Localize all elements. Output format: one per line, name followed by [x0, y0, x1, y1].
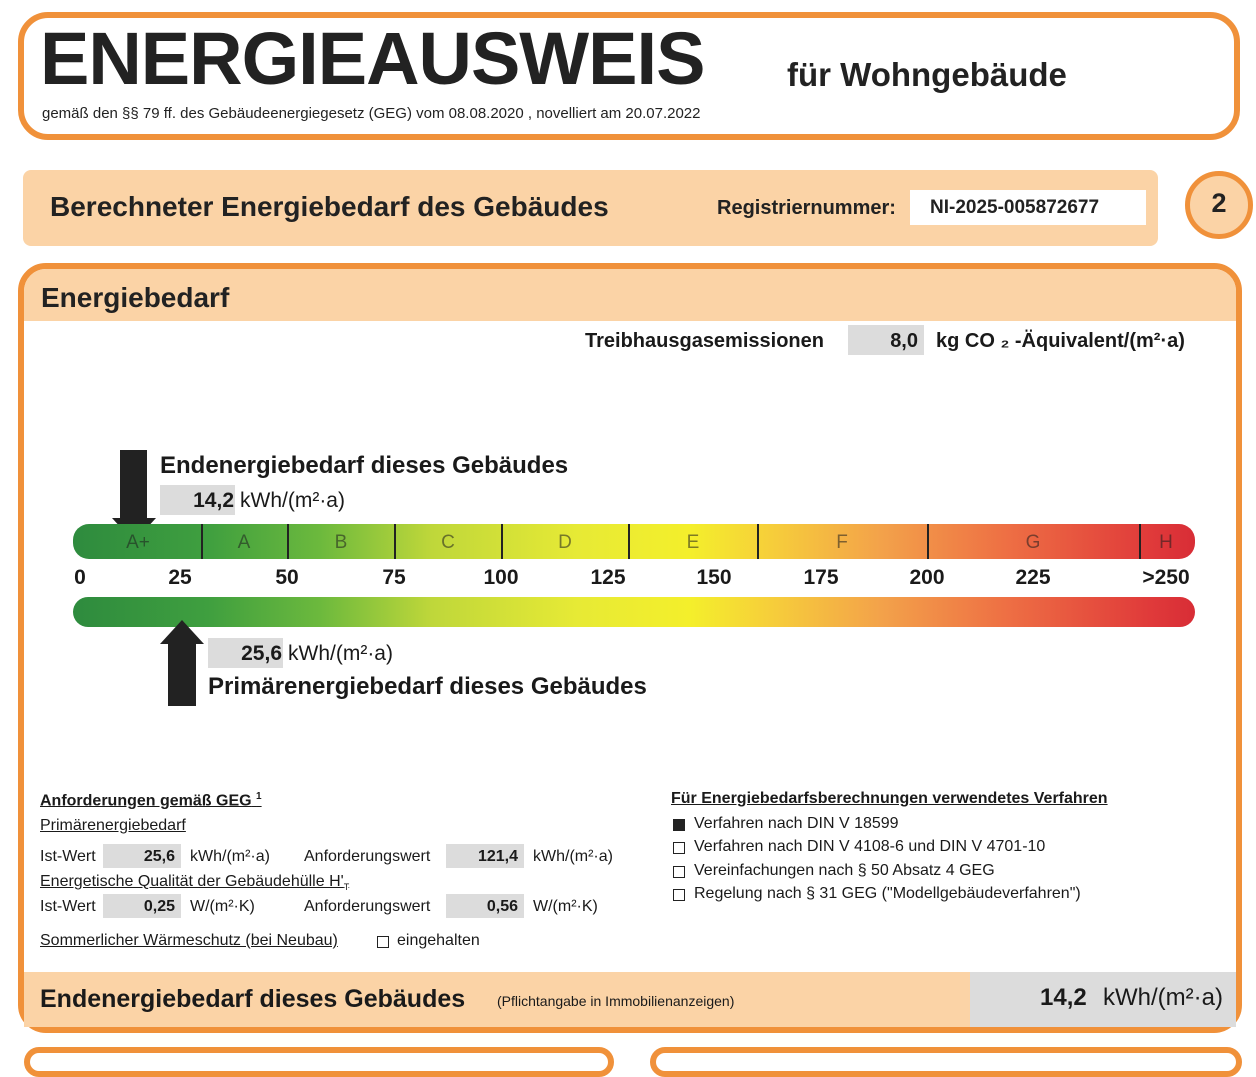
scale-tick: 125: [590, 566, 626, 589]
class-label: A: [237, 532, 251, 553]
primary-energy-arrow: [168, 642, 196, 706]
primary-anf-label: Anforderungswert: [304, 848, 431, 865]
envelope-anf-value: 0,56: [486, 898, 518, 915]
final-energy-unit: kWh/(m²·a): [1103, 984, 1223, 1011]
primary-energy-bar: [73, 597, 1195, 627]
requirements-heading: Anforderungen gemäß GEG $^1$: [40, 791, 262, 810]
end-energy-title: Endenergiebedarf dieses Gebäudes: [160, 452, 569, 479]
scale-tick: 25: [168, 566, 192, 589]
primary-anf-value: 121,4: [477, 848, 518, 865]
class-label: B: [334, 532, 348, 553]
class-separator: [1139, 524, 1141, 559]
class-label: C: [441, 532, 455, 553]
scale-tick: 100: [483, 566, 519, 589]
emissions-value: 8,0: [890, 330, 918, 352]
class-separator: [394, 524, 396, 559]
section-title: Energiebedarf: [41, 282, 230, 313]
class-separator: [927, 524, 929, 559]
registration-label: Registriernummer:: [717, 197, 896, 219]
scale-tick: 200: [909, 566, 945, 589]
primary-ist-label: Ist-Wert: [40, 848, 96, 865]
document-subtitle: für Wohngebäude: [787, 56, 1067, 93]
method-option-label: Verfahren nach DIN V 18599: [694, 815, 899, 832]
scale-tick: 75: [382, 566, 406, 589]
class-separator: [287, 524, 289, 559]
class-separator: [501, 524, 503, 559]
emissions-unit: kg CO ₂ -Äquivalent/(m²·a): [936, 330, 1185, 352]
scale-tick: >250: [1142, 566, 1190, 589]
envelope-heading: Energetische Qualität der Gebäudehülle $H'_T$: [40, 873, 350, 893]
method-checkbox-simplification[interactable]: [673, 866, 685, 878]
document-title: ENERGIEAUSWEIS: [40, 17, 705, 100]
scale-tick: 150: [696, 566, 732, 589]
class-separator: [757, 524, 759, 559]
banner-title: Berechneter Energiebedarf des Gebäudes: [50, 191, 609, 222]
end-energy-arrow: [120, 450, 147, 522]
page-number: 2: [1211, 188, 1227, 218]
envelope-anf-label: Anforderungswert: [304, 898, 431, 915]
method-heading: Für Energiebedarfsberechnungen verwendetes Verfahren: [671, 790, 1108, 807]
next-section-left: [24, 1047, 614, 1077]
primary-ist-value: 25,6: [143, 848, 175, 865]
registration-number: NI-2025-005872677: [930, 197, 1100, 218]
primary-energy-unit: kWh/(m²·a): [288, 642, 393, 665]
method-option-label: Vereinfachungen nach § 50 Absatz 4 GEG: [694, 862, 995, 879]
end-energy-value: 14,2: [193, 489, 234, 512]
class-label: D: [558, 532, 572, 553]
class-separator: [201, 524, 203, 559]
scale-tick: 175: [803, 566, 839, 589]
primary-energy-arrow-head: [160, 620, 204, 644]
scale-tick: 225: [1015, 566, 1051, 589]
primary-energy-title: Primärenergiebedarf dieses Gebäudes: [208, 673, 647, 700]
primary-anf-unit: kWh/(m²·a): [533, 848, 613, 865]
scale-tick: 0: [74, 566, 86, 589]
class-label: A+: [126, 532, 150, 553]
summer-protection-checkbox[interactable]: [377, 936, 389, 948]
class-separator: [628, 524, 630, 559]
envelope-ist-label: Ist-Wert: [40, 898, 96, 915]
scale-tick: 50: [275, 566, 299, 589]
emissions-label: Treibhausgasemissionen: [585, 330, 824, 352]
next-section-right: [650, 1047, 1242, 1077]
primary-ist-unit: kWh/(m²·a): [190, 848, 270, 865]
method-option-label: Regelung nach § 31 GEG ("Modellgebäudeverfahren"): [694, 885, 1081, 902]
final-energy-title: Endenergiebedarf dieses Gebäudes: [40, 985, 466, 1013]
class-label: F: [836, 532, 848, 553]
primary-requirements-heading: Primärenergiebedarf: [40, 817, 186, 834]
law-reference: gemäß den §§ 79 ff. des Gebäudeenergiegesetz (GEG) vom 08.08.2020 , novelliert am 20.07.2022: [42, 105, 701, 122]
method-checkbox-din-18599[interactable]: [673, 819, 685, 831]
envelope-ist-value: 0,25: [143, 898, 175, 915]
envelope-ist-unit: W/(m²·K): [190, 898, 255, 915]
end-energy-unit: kWh/(m²·a): [240, 489, 345, 512]
class-label: G: [1025, 532, 1041, 553]
envelope-anf-unit: W/(m²·K): [533, 898, 598, 915]
class-label: H: [1159, 532, 1173, 553]
energy-demand-section: [18, 263, 1242, 1033]
method-checkbox-din-4108[interactable]: [673, 842, 685, 854]
class-label: E: [686, 532, 700, 553]
final-energy-note: (Pflichtangabe in Immobilienanzeigen): [497, 993, 735, 1009]
final-energy-value: 14,2: [1040, 984, 1087, 1011]
primary-energy-value: 25,6: [241, 642, 282, 665]
summer-protection-label: Sommerlicher Wärmeschutz (bei Neubau): [40, 932, 338, 949]
method-option-label: Verfahren nach DIN V 4108-6 und DIN V 4701-10: [694, 838, 1046, 855]
summer-protection-option: eingehalten: [397, 932, 480, 949]
method-checkbox-model-building[interactable]: [673, 889, 685, 901]
